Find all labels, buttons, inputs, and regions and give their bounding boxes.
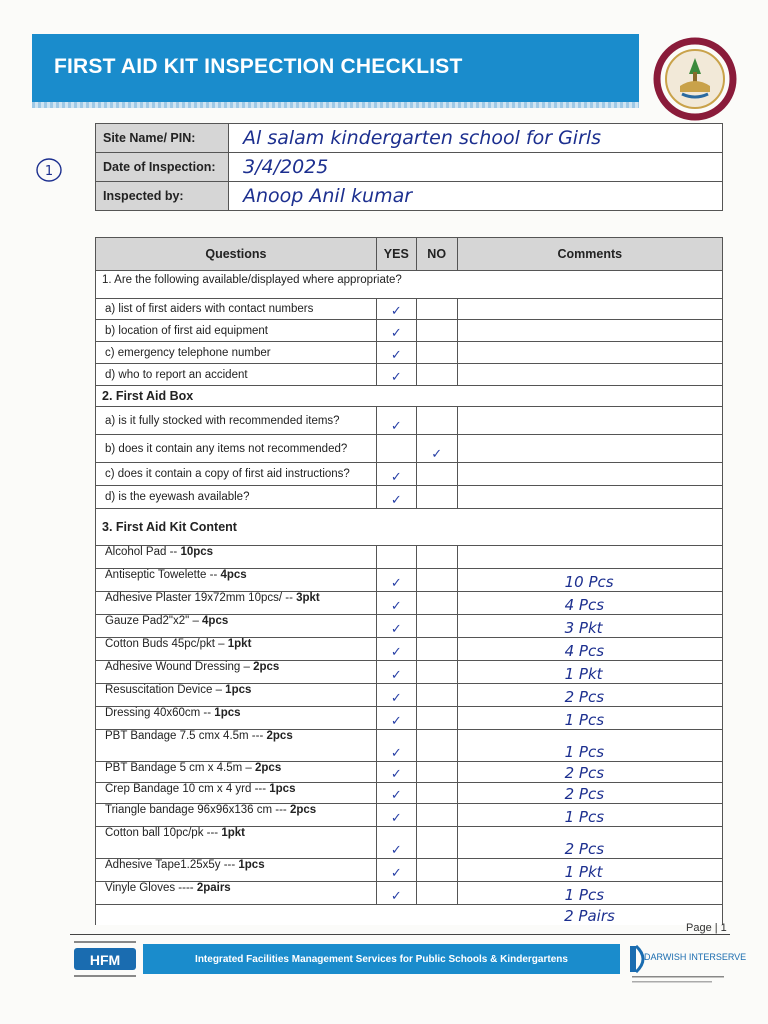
no-checkbox-cell: [416, 661, 457, 684]
table-row: [96, 905, 723, 926]
question-cell: [96, 592, 377, 615]
no-checkbox-cell: [416, 486, 457, 509]
yes-checkbox-cell: [376, 463, 416, 486]
no-checkbox-cell: [416, 435, 457, 463]
table-row: [96, 762, 723, 783]
yes-checkbox-cell: [376, 615, 416, 638]
comment-cell: 2 Pcs: [457, 827, 722, 859]
section1-rows: [96, 299, 723, 386]
question-cell: [96, 435, 377, 463]
no-checkbox-cell: [416, 364, 457, 386]
question-label: Adhesive Wound Dressing –: [105, 661, 254, 673]
no-checkbox-cell: [416, 320, 457, 342]
question-cell: [96, 320, 377, 342]
no-checkbox-cell: [416, 342, 457, 364]
question-label: Alcohol Pad --: [105, 546, 181, 558]
quantity-label: 1pcs: [238, 859, 265, 871]
checkmark-icon: ✓: [390, 599, 402, 614]
yes-checkbox-cell: [376, 592, 416, 615]
comment-cell: 1 Pkt: [457, 859, 722, 882]
date-label: Date of Inspection:: [96, 153, 229, 182]
yes-checkbox-cell: [376, 638, 416, 661]
comment-cell: [457, 546, 722, 569]
quantity-label: 3pkt: [296, 592, 320, 604]
table-row: [96, 684, 723, 707]
comment-cell: [457, 463, 722, 486]
comment-cell: 2 Pairs: [457, 905, 722, 926]
questions-header: Questions: [96, 238, 377, 271]
checkmark-icon: ✓: [390, 370, 402, 385]
quantity-label: 2pcs: [253, 661, 280, 673]
no-checkbox-cell: [416, 592, 457, 615]
table-row: [96, 435, 723, 463]
question-cell: [96, 762, 377, 783]
comment-cell: 1 Pcs: [457, 804, 722, 827]
yes-checkbox-cell: [376, 342, 416, 364]
question-cell: [96, 804, 377, 827]
comment-cell: [457, 486, 722, 509]
circled-number-marker: [34, 155, 64, 185]
checkmark-icon: ✓: [390, 746, 402, 761]
table-row: [96, 638, 723, 661]
hfm-logo-text: HFM: [89, 952, 121, 968]
table-row: [96, 486, 723, 509]
question-label: c) does it contain a copy of first aid instructions?: [105, 468, 350, 480]
section1-title-row: [96, 271, 723, 299]
comment-cell: 1 Pcs: [457, 730, 722, 762]
question-cell: [96, 684, 377, 707]
question-label: c) emergency telephone number: [105, 346, 271, 359]
site-row: [96, 124, 723, 153]
table-row: [96, 615, 723, 638]
checkmark-icon: ✓: [390, 622, 402, 637]
checkmark-icon: ✓: [390, 714, 402, 729]
checkmark-icon: ✓: [390, 326, 402, 341]
table-row: [96, 707, 723, 730]
table-row: [96, 364, 723, 386]
table-row: [96, 859, 723, 882]
question-cell: [96, 364, 377, 386]
quantity-label: 4pcs: [202, 615, 229, 627]
date-value: 3/4/2025: [229, 153, 723, 182]
question-label: b) does it contain any items not recommended?: [105, 442, 348, 455]
table-row: [96, 569, 723, 592]
yes-checkbox-cell: [376, 859, 416, 882]
question-cell: [96, 342, 377, 364]
yes-checkbox-cell: [376, 882, 416, 905]
table-row: [96, 546, 723, 569]
no-checkbox-cell: [416, 569, 457, 592]
no-checkbox-cell: [416, 615, 457, 638]
hfm-logo-icon: [70, 936, 140, 986]
question-cell: [96, 569, 377, 592]
comment-cell: 10 Pcs: [457, 569, 722, 592]
no-checkbox-cell: [416, 827, 457, 859]
question-cell: [96, 707, 377, 730]
yes-checkbox-cell: [376, 299, 416, 320]
no-checkbox-cell: [416, 299, 457, 320]
title-banner: [32, 34, 639, 102]
checkmark-icon: ✓: [390, 419, 402, 434]
no-checkbox-cell: [416, 859, 457, 882]
yes-checkbox-cell: [376, 661, 416, 684]
table-row: [96, 407, 723, 435]
question-label: PBT Bandage 7.5 cmx 4.5m ---: [105, 730, 267, 742]
question-label: Dressing 40x60cm --: [105, 707, 215, 719]
question-label: Adhesive Tape1.25x5y ---: [105, 859, 239, 871]
quantity-label: 1pcs: [225, 684, 252, 696]
question-label: Crep Bandage 10 cm x 4 yrd ---: [105, 783, 270, 795]
question-label: d) is the eyewash available?: [105, 491, 250, 503]
no-header: NO: [416, 238, 457, 271]
question-cell: [96, 299, 377, 320]
question-label: Gauze Pad2"x2" –: [105, 615, 203, 627]
no-checkbox-cell: [416, 882, 457, 905]
question-cell: [96, 827, 377, 859]
banner-stripe: [32, 102, 639, 108]
section2-rows: [96, 407, 723, 509]
quantity-label: 2pcs: [266, 730, 293, 742]
inspector-label: Inspected by:: [96, 182, 229, 211]
checkmark-icon: ✓: [431, 447, 443, 462]
table-row: [96, 882, 723, 905]
comment-cell: [457, 320, 722, 342]
no-checkbox-cell: [416, 684, 457, 707]
section3-title-row: [96, 509, 723, 546]
yes-checkbox-cell: [376, 569, 416, 592]
page-number: Page | 1: [686, 922, 727, 934]
no-checkbox-cell: [416, 407, 457, 435]
question-label: Cotton ball 10pc/pk ---: [105, 827, 222, 839]
inspector-row: [96, 182, 723, 211]
no-checkbox-cell: [416, 463, 457, 486]
date-row: [96, 153, 723, 182]
empty-cell: [96, 905, 377, 926]
table-row: [96, 730, 723, 762]
yes-checkbox-cell: [376, 684, 416, 707]
question-label: Triangle bandage 96x96x136 cm ---: [105, 804, 290, 816]
question-cell: [96, 859, 377, 882]
question-label: PBT Bandage 5 cm x 4.5m –: [105, 762, 256, 774]
yes-checkbox-cell: [376, 407, 416, 435]
empty-cell: [416, 905, 457, 926]
question-label: Adhesive Plaster 19x72mm 10pcs/ --: [105, 592, 297, 604]
checkmark-icon: ✓: [390, 348, 402, 363]
question-cell: [96, 615, 377, 638]
section1-title: 1. Are the following available/displayed where appropriate?: [96, 271, 723, 299]
section2-title: 2. First Aid Box: [96, 386, 723, 407]
table-row: [96, 463, 723, 486]
inspector-value: Anoop Anil kumar: [229, 182, 723, 211]
table-row: [96, 342, 723, 364]
checkmark-icon: ✓: [390, 889, 402, 904]
checkmark-icon: ✓: [390, 788, 402, 803]
comment-cell: [457, 364, 722, 386]
no-checkbox-cell: [416, 804, 457, 827]
checkmark-icon: ✓: [390, 576, 402, 591]
comments-header: Comments: [457, 238, 722, 271]
no-checkbox-cell: [416, 546, 457, 569]
quantity-label: 10pcs: [180, 546, 214, 558]
no-checkbox-cell: [416, 707, 457, 730]
question-label: d) who to report an accident: [105, 368, 248, 381]
question-label: a) list of first aiders with contact numbers: [105, 303, 314, 315]
table-row: [96, 592, 723, 615]
site-info-table: [95, 123, 723, 211]
yes-checkbox-cell: [376, 364, 416, 386]
question-cell: [96, 546, 377, 569]
checkmark-icon: ✓: [390, 691, 402, 706]
page-title: FIRST AID KIT INSPECTION CHECKLIST: [54, 55, 463, 78]
site-name-value: Al salam kindergarten school for Girls: [229, 124, 723, 153]
quantity-label: 1pcs: [269, 783, 296, 795]
quantity-label: 1pkt: [221, 827, 245, 839]
checkmark-icon: ✓: [390, 866, 402, 881]
comment-cell: 1 Pkt: [457, 661, 722, 684]
yes-checkbox-cell: [376, 435, 416, 463]
comment-cell: [457, 299, 722, 320]
comment-cell: 3 Pkt: [457, 615, 722, 638]
marker-number: 1: [44, 164, 54, 179]
question-label: Cotton Buds 45pc/pkt –: [105, 638, 228, 650]
checkmark-icon: ✓: [390, 304, 402, 319]
question-cell: [96, 661, 377, 684]
comment-cell: 1 Pcs: [457, 882, 722, 905]
checkmark-icon: ✓: [390, 843, 402, 858]
darwish-interserve-logo-icon: [628, 942, 747, 988]
darwish-logo-text: DARWISH INTERSERVE: [644, 952, 747, 962]
quantity-label: 1pkt: [227, 638, 252, 650]
comment-cell: 2 Pcs: [457, 684, 722, 707]
yes-checkbox-cell: [376, 320, 416, 342]
yes-header: YES: [376, 238, 416, 271]
question-cell: [96, 882, 377, 905]
yes-checkbox-cell: [376, 486, 416, 509]
checkmark-icon: ✓: [390, 470, 402, 485]
comment-cell: 2 Pcs: [457, 783, 722, 804]
footer-divider: [70, 934, 730, 935]
no-checkbox-cell: [416, 783, 457, 804]
checkmark-icon: ✓: [390, 767, 402, 782]
no-checkbox-cell: [416, 638, 457, 661]
quantity-label: 1pcs: [214, 707, 241, 719]
comment-cell: 4 Pcs: [457, 592, 722, 615]
quantity-label: 2pcs: [255, 762, 282, 774]
table-row: [96, 299, 723, 320]
yes-checkbox-cell: [376, 804, 416, 827]
yes-checkbox-cell: [376, 762, 416, 783]
ministry-emblem-icon: [652, 38, 738, 120]
table-row: [96, 804, 723, 827]
question-label: b) location of first aid equipment: [105, 324, 269, 337]
question-cell: [96, 486, 377, 509]
question-cell: [96, 407, 377, 435]
section2-title-row: [96, 386, 723, 407]
question-label: Resuscitation Device –: [105, 684, 226, 696]
checkmark-icon: ✓: [390, 645, 402, 660]
quantity-label: 2pairs: [196, 882, 231, 894]
question-label: Antiseptic Towelette --: [105, 569, 221, 581]
section3-title: 3. First Aid Kit Content: [96, 509, 723, 546]
yes-checkbox-cell: [376, 546, 416, 569]
table-row: [96, 827, 723, 859]
quantity-label: 4pcs: [220, 569, 247, 581]
no-checkbox-cell: [416, 762, 457, 783]
comment-cell: [457, 407, 722, 435]
yes-checkbox-cell: [376, 707, 416, 730]
checkmark-icon: ✓: [390, 493, 402, 508]
yes-checkbox-cell: [376, 783, 416, 804]
table-row: [96, 783, 723, 804]
comment-cell: [457, 435, 722, 463]
question-cell: [96, 783, 377, 804]
table-header-row: [96, 238, 723, 271]
site-name-label: Site Name/ PIN:: [96, 124, 229, 153]
comment-cell: 2 Pcs: [457, 762, 722, 783]
checkmark-icon: ✓: [390, 811, 402, 826]
footer-bar: Integrated Facilities Management Services for Public Schools & Kindergartens: [143, 944, 620, 974]
checkmark-icon: ✓: [390, 668, 402, 683]
question-cell: [96, 730, 377, 762]
empty-cell: [376, 905, 416, 926]
question-label: Vinyle Gloves ----: [105, 882, 197, 894]
comment-cell: [457, 342, 722, 364]
comment-cell: 4 Pcs: [457, 638, 722, 661]
checklist-table: [95, 237, 723, 925]
section3-rows: [96, 546, 723, 926]
comment-cell: 1 Pcs: [457, 707, 722, 730]
question-label: a) is it fully stocked with recommended items?: [105, 414, 340, 427]
quantity-label: 2pcs: [289, 804, 317, 816]
question-cell: [96, 463, 377, 486]
table-row: [96, 320, 723, 342]
yes-checkbox-cell: [376, 730, 416, 762]
table-row: [96, 661, 723, 684]
yes-checkbox-cell: [376, 827, 416, 859]
question-cell: [96, 638, 377, 661]
no-checkbox-cell: [416, 730, 457, 762]
